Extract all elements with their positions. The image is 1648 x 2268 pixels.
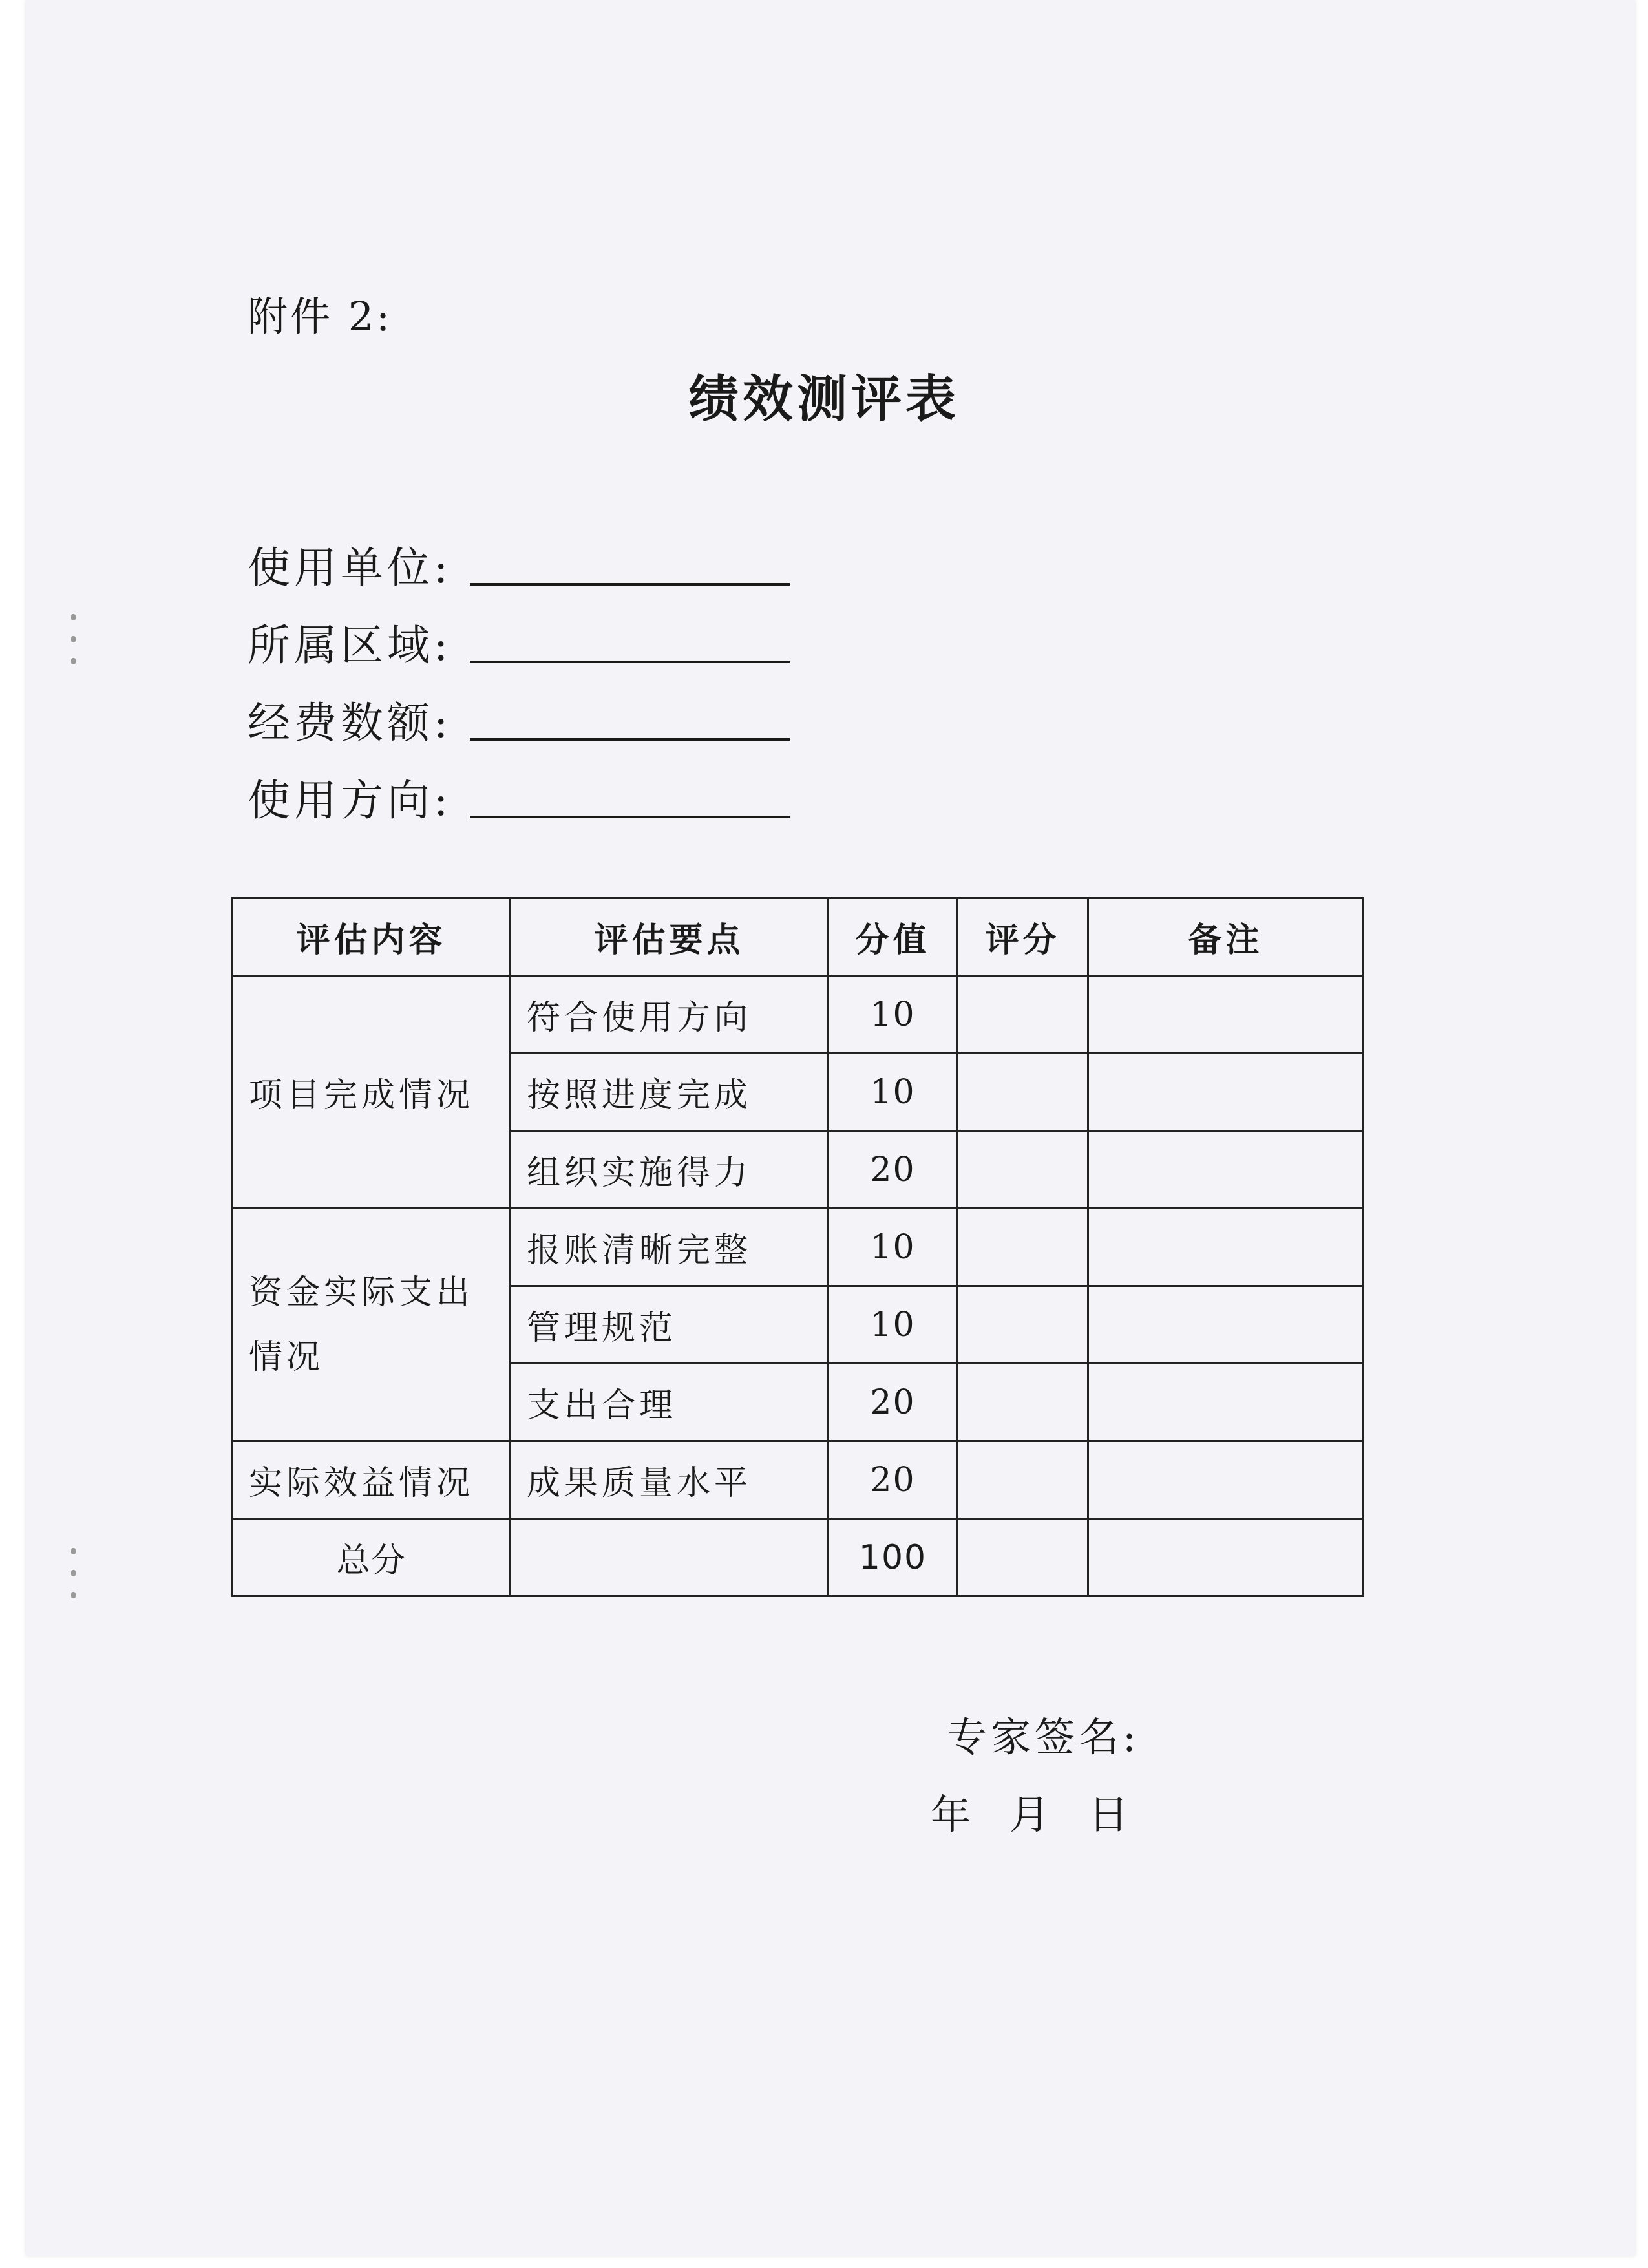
total-label-cell: 总分	[233, 1519, 511, 1596]
point-cell: 管理规范	[511, 1286, 829, 1364]
value-cell: 20	[829, 1441, 958, 1519]
total-value-cell: 100	[829, 1519, 958, 1596]
header-score: 评分	[958, 898, 1088, 976]
content-cell: 项目完成情况	[233, 976, 511, 1209]
table-row	[233, 1441, 1364, 1519]
table-total-row	[233, 1519, 1364, 1596]
header-points: 评估要点	[511, 898, 829, 976]
point-cell: 符合使用方向	[511, 976, 829, 1054]
total-point-cell	[511, 1519, 829, 1596]
field-label: 经费数额:	[248, 698, 452, 748]
value-cell: 10	[829, 1209, 958, 1286]
value-cell: 20	[829, 1364, 958, 1441]
field-usage-direction	[248, 750, 790, 827]
punch-holes-top	[71, 614, 76, 680]
content-cell: 实际效益情况	[233, 1441, 511, 1519]
score-cell[interactable]	[958, 1286, 1088, 1364]
punch-hole	[71, 658, 76, 664]
punch-hole	[71, 636, 76, 642]
punch-hole	[71, 1570, 76, 1576]
attachment-label: 附件 2:	[248, 293, 393, 340]
remarks-cell[interactable]	[1088, 1441, 1364, 1519]
field-region	[248, 595, 790, 672]
header-value: 分值	[829, 898, 958, 976]
punch-hole	[71, 614, 76, 620]
table-row	[233, 976, 1364, 1054]
total-remarks-cell[interactable]	[1088, 1519, 1364, 1596]
content-cell: 资金实际支出情况	[233, 1209, 511, 1441]
date-month: 月	[1009, 1791, 1050, 1838]
info-fields	[248, 517, 790, 827]
value-cell: 20	[829, 1131, 958, 1209]
punch-hole	[71, 1548, 76, 1554]
field-blank-line[interactable]	[470, 732, 790, 741]
remarks-cell[interactable]	[1088, 1054, 1364, 1131]
total-score-cell[interactable]	[958, 1519, 1088, 1596]
point-cell: 按照进度完成	[511, 1054, 829, 1131]
remarks-cell[interactable]	[1088, 976, 1364, 1054]
date-day: 日	[1088, 1791, 1129, 1838]
point-cell: 组织实施得力	[511, 1131, 829, 1209]
remarks-cell[interactable]	[1088, 1209, 1364, 1286]
remarks-cell[interactable]	[1088, 1286, 1364, 1364]
value-cell: 10	[829, 1054, 958, 1131]
score-cell[interactable]	[958, 1441, 1088, 1519]
field-blank-line[interactable]	[470, 809, 790, 818]
table-row	[233, 1209, 1364, 1286]
point-cell: 支出合理	[511, 1364, 829, 1441]
signature-date	[931, 1783, 1128, 1840]
score-cell[interactable]	[958, 1364, 1088, 1441]
score-cell[interactable]	[958, 1131, 1088, 1209]
field-blank-line[interactable]	[470, 654, 790, 663]
field-label: 使用单位:	[248, 543, 452, 593]
field-blank-line[interactable]	[470, 577, 790, 586]
field-label: 使用方向:	[248, 776, 452, 825]
document-title: 绩效测评表	[688, 370, 960, 429]
table-header-row	[233, 898, 1364, 976]
header-remarks: 备注	[1088, 898, 1364, 976]
expert-signature-label: 专家签名:	[947, 1713, 1140, 1761]
punch-hole	[71, 1592, 76, 1598]
field-funding-amount	[248, 672, 790, 750]
punch-holes-bottom	[71, 1548, 76, 1614]
score-cell[interactable]	[958, 976, 1088, 1054]
date-year: 年	[931, 1791, 971, 1838]
field-label: 所属区域:	[248, 620, 452, 670]
header-content: 评估内容	[233, 898, 511, 976]
remarks-cell[interactable]	[1088, 1364, 1364, 1441]
point-cell: 报账清晰完整	[511, 1209, 829, 1286]
remarks-cell[interactable]	[1088, 1131, 1364, 1209]
field-usage-unit	[248, 517, 790, 595]
value-cell: 10	[829, 976, 958, 1054]
score-cell[interactable]	[958, 1054, 1088, 1131]
value-cell: 10	[829, 1286, 958, 1364]
evaluation-table	[231, 897, 1364, 1597]
score-cell[interactable]	[958, 1209, 1088, 1286]
point-cell: 成果质量水平	[511, 1441, 829, 1519]
